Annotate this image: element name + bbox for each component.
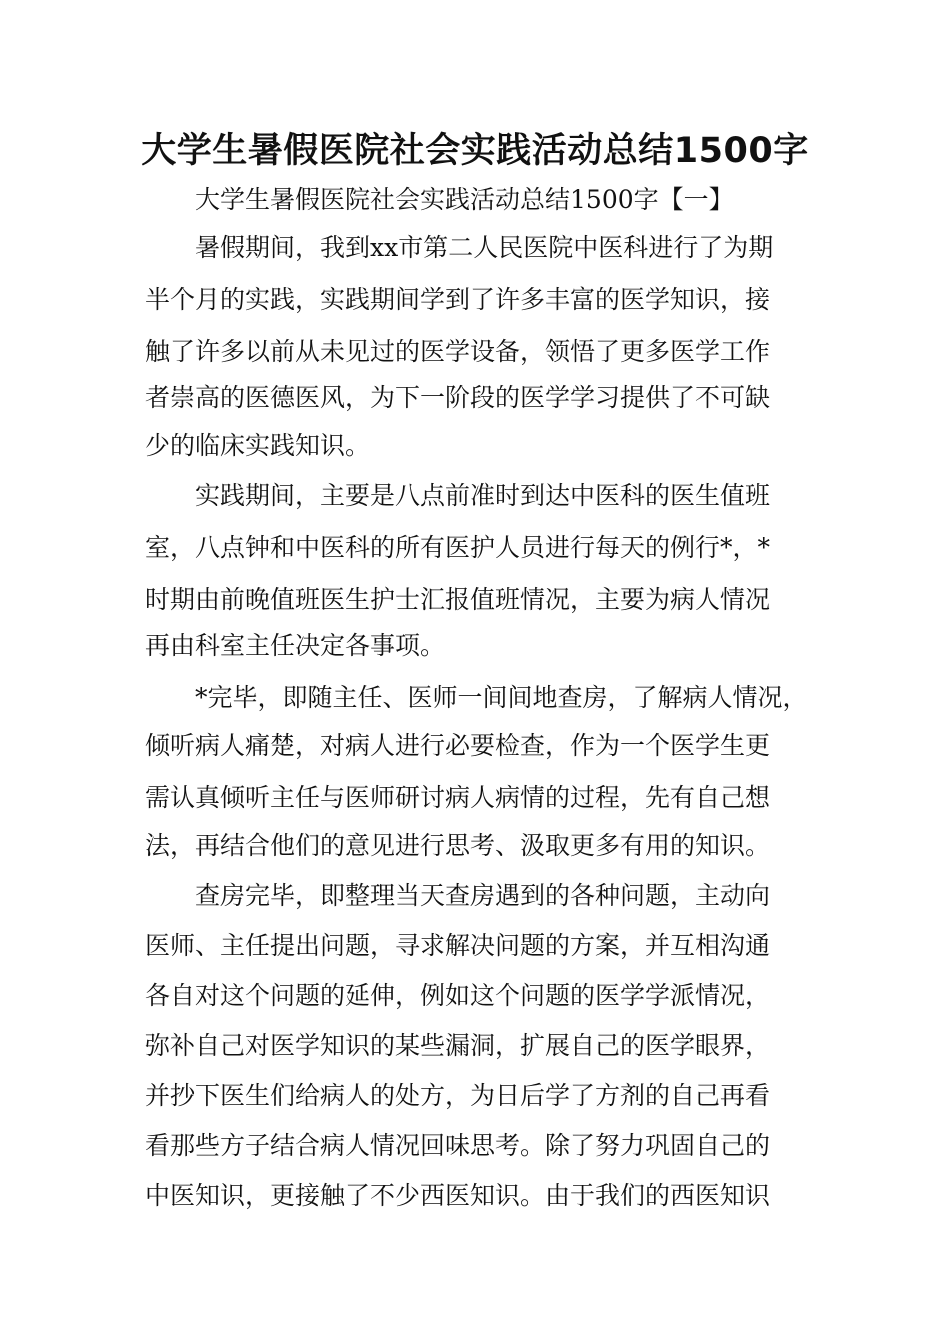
paragraph-line: 弥补自己对医学知识的某些漏洞，扩展自己的医学眼界， xyxy=(145,1031,771,1060)
paragraph-line: 触了许多以前从未见过的医学设备，领悟了更多医学工作 xyxy=(145,337,771,366)
paragraph-line: *完毕，即随主任、医师一间间地查房，了解病人情况， xyxy=(195,683,808,712)
paragraph-line: 者崇高的医德医风，为下一阶段的医学学习提供了不可缺 xyxy=(145,383,771,412)
paragraph-line: 少的临床实践知识。 xyxy=(145,431,371,460)
paragraph-line: 中医知识，更接触了不少西医知识。由于我们的西医知识 xyxy=(145,1181,771,1210)
paragraph-line: 看那些方子结合病人情况回味思考。除了努力巩固自己的 xyxy=(145,1131,771,1160)
paragraph-line: 半个月的实践，实践期间学到了许多丰富的医学知识，接 xyxy=(145,285,771,314)
paragraph-line: 医师、主任提出问题，寻求解决问题的方案，并互相沟通 xyxy=(145,931,771,960)
document-title: 大学生暑假医院社会实践活动总结1500字 xyxy=(141,131,809,171)
paragraph-line: 需认真倾听主任与医师研讨病人病情的过程，先有自己想 xyxy=(145,783,771,812)
paragraph-line: 法，再结合他们的意见进行思考、汲取更多有用的知识。 xyxy=(145,831,771,860)
paragraph-line: 实践期间，主要是八点前准时到达中医科的医生值班 xyxy=(195,481,771,510)
paragraph-line: 并抄下医生们给病人的处方，为日后学了方剂的自己再看 xyxy=(145,1081,771,1110)
paragraph-line: 再由科室主任决定各事项。 xyxy=(145,631,446,660)
paragraph-line: 室，八点钟和中医科的所有医护人员进行每天的例行*，* xyxy=(145,533,771,562)
paragraph-line: 查房完毕，即整理当天查房遇到的各种问题，主动向 xyxy=(195,881,771,910)
paragraph-line: 暑假期间，我到xx市第二人民医院中医科进行了为期 xyxy=(195,233,774,262)
section-heading: 大学生暑假医院社会实践活动总结1500字【一】 xyxy=(195,185,734,214)
paragraph-line: 各自对这个问题的延伸，例如这个问题的医学学派情况， xyxy=(145,981,771,1010)
paragraph-line: 倾听病人痛楚，对病人进行必要检查，作为一个医学生更 xyxy=(145,731,771,760)
paragraph-line: 时期由前晚值班医生护士汇报值班情况，主要为病人情况 xyxy=(145,585,771,614)
